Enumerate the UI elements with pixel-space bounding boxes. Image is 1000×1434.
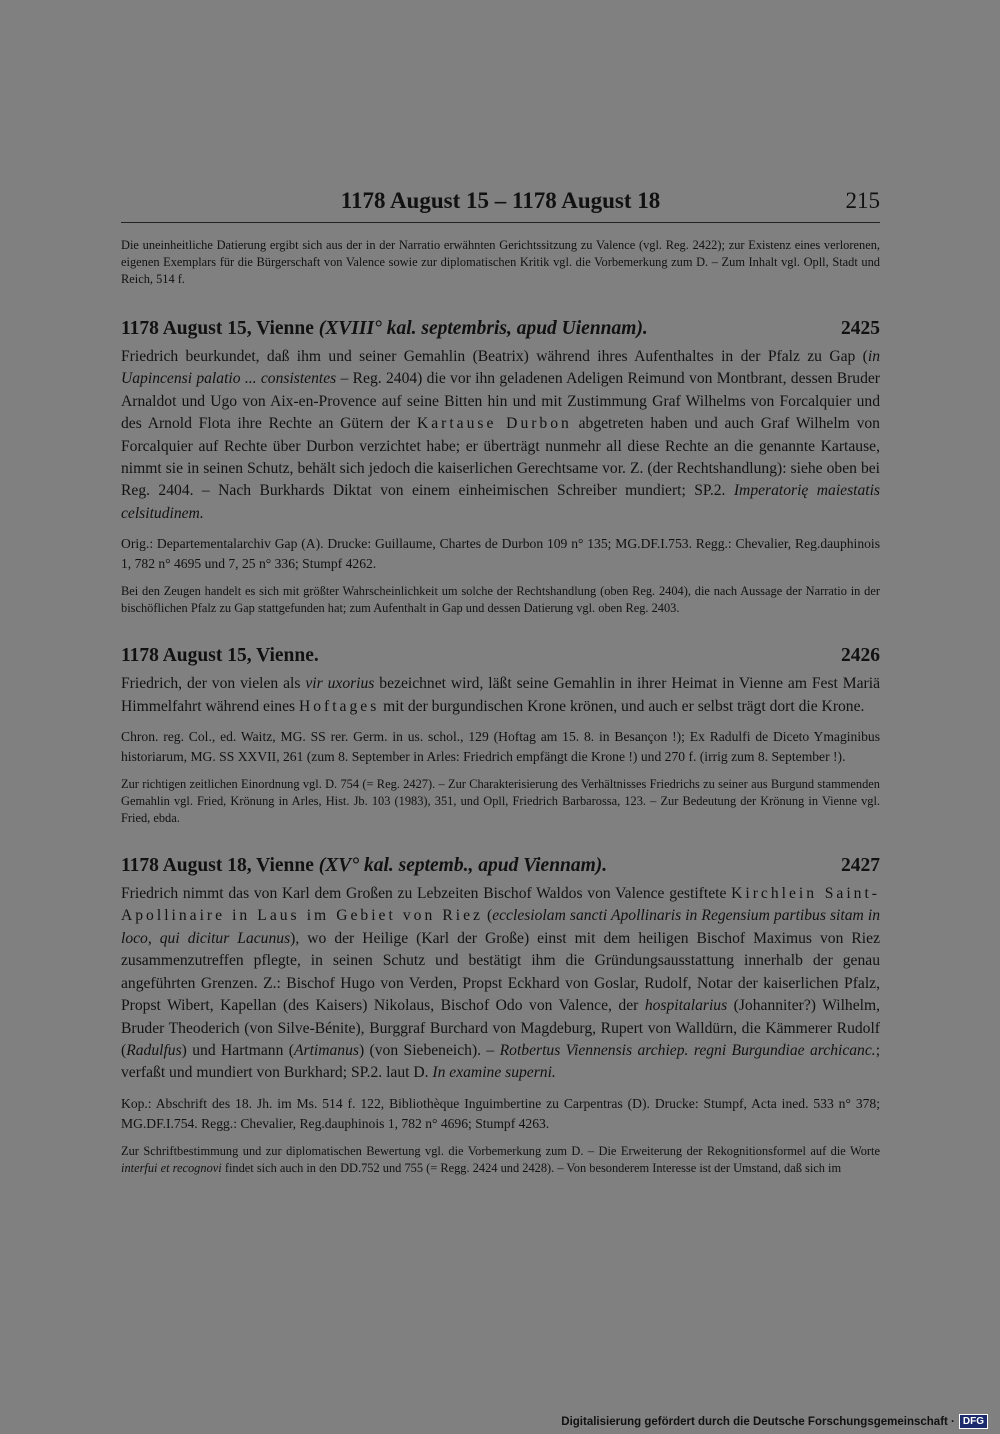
entry-number: 2425 bbox=[841, 318, 880, 339]
text-run: ), wo der Heilige (Karl der Große) einst mit dem heiligen Bischof Maximus von Riez zusammenzutreffen pflegte, in seinen Schutz und bestätigt ihm die Gründungsausstattung innerhalb der genau angeführten Grenzen. Z.: Bischof Hugo von Verden, Propst Eckhard von Goslar, Rudolf, Notar der kaiserlichen Pfalz, Propst Wibert, Kapellan (des Kaisers) Nikolaus, Bischof Odo von Valence, der bbox=[121, 929, 880, 1015]
italic-run: vir uxorius bbox=[305, 675, 375, 693]
entry-note: Bei den Zeugen handelt es sich mit größter Wahrscheinlichkeit um solche der Rechtshandlung (oben Reg. 2404), die nach Aussage der Narratio in der bischöflichen Pfalz zu Gap stattgefunden hat; zum Aufenthalt in Gap und dessen Datierung vgl. oben Reg. 2403. bbox=[121, 584, 880, 616]
entry-number: 2427 bbox=[841, 855, 880, 877]
text-run: Zur Schriftbestimmung und zur diplomatischen Bewertung vgl. die Vorbemerkung zum D. – Die Erweiterung der Rekognitionsformel auf die Worte bbox=[121, 1143, 880, 1158]
italic-run: in Uapincensi palatio ... consistentes bbox=[121, 348, 880, 388]
italic-run: interfui et recognovi bbox=[121, 1160, 222, 1175]
entry-heading bbox=[121, 645, 880, 667]
text-run: Friedrich nimmt das von Karl dem Großen zu Lebzeiten Bischof Waldos von Valence gestiftete bbox=[121, 885, 732, 903]
text-run: Friedrich beurkundet, daß ihm und seiner Gemahlin (Beatrix) während ihres Aufenthaltes in der Pfalz zu Gap ( bbox=[121, 348, 868, 365]
entry-body bbox=[121, 883, 880, 1085]
text-run: abgetreten haben und auch Graf Wilhelm von Forcalquier auf Rechte über Durbon verzichtet habe; er überträgt nunmehr all diese Rechte an die genannte Kartause, nimmt sie in seinen Schutz, behält sich jedoch die kaiserlichen Gerechtsame vor. Z. (der Rechtshandlung): siehe oben bei Reg. 2404. – Nach Burkhards Diktat von einem einheimischen Schreiber mundiert; SP.2. bbox=[121, 415, 880, 500]
text-run: – Reg. 2404) die vor ihn geladenen Adeligen Reimund von Montbrant, dessen Bruder Arnaldot und Ugo von Aix-en-Provence auf seine Bitten hin und mit Zustimmung Graf Wilhelms von Forcalquier und des Arnold Flota ihre Rechte an Gütern der bbox=[121, 370, 880, 433]
text-run: mit der burgundischen Krone krönen, und auch er selbst trägt dort die Krone. bbox=[379, 697, 865, 715]
spaced-name-run: Kartause Durbon bbox=[416, 415, 572, 433]
text-run: (Johanniter?) Wilhelm, Bruder Theoderich (von Silve-Bénite), Burggraf Burchard von Magdeburg, Rupert von Walldürn, die Kämmerer Rudolf ( bbox=[121, 997, 880, 1059]
text-run: bezeichnet wird, läßt seine Gemahlin in ihrer Heimat in Vienne am Fest Mariä Himmelfahrt während eines bbox=[121, 675, 881, 715]
footer-text: Digitalisierung gefördert durch die Deutsche Forschungsgemeinschaft · bbox=[561, 1415, 955, 1428]
entry-note: Zur richtigen zeitlichen Einordnung vgl. D. 754 (= Reg. 2427). – Zur Charakterisierung des Verhältnisses Friedrichs zu seiner aus Burgund stammenden Gemahlin vgl. Fried, Krönung in Arles, Hist. Jb. 103 (1983), 351, und Opll, Friedrich Barbarossa, 123. – Zur Bedeutung der Krönung in Vienne vgl. Fried, ebda. bbox=[121, 777, 880, 826]
header-title: 1178 August 15 – 1178 August 18 bbox=[340, 188, 661, 213]
entry-body bbox=[121, 673, 880, 718]
text-run: ( bbox=[482, 907, 493, 925]
document-page bbox=[121, 188, 880, 1177]
spaced-name-run: Kirchlein Saint-Apollinaire in Laus im Gebiet von Riez bbox=[121, 885, 880, 925]
entry-number: 2426 bbox=[841, 645, 880, 667]
text-run: findet sich auch in den DD.752 und 755 (= Regg. 2424 und 2428). – Von besonderem Interesse ist der Umstand, daß sich im bbox=[221, 1160, 842, 1175]
running-header bbox=[121, 188, 880, 223]
entry-date: 1178 August 18, Vienne bbox=[121, 855, 319, 877]
italic-run: Radulfus bbox=[126, 1041, 182, 1059]
entry-sources: Orig.: Departementalarchiv Gap (A). Drucke: Guillaume, Chartes de Durbon 109 n° 135; MG.DF.I.753. Regg.: Chevalier, Reg.dauphinois 1, 782 n° 4695 und 7, 25 n° 336; Stumpf 4262. bbox=[121, 536, 880, 572]
entry-sources: Kop.: Abschrift des 18. Jh. im Ms. 514 f. 122, Bibliothèque Inguimbertine zu Carpentras (D). Drucke: Stumpf, Acta ined. 533 n° 378; MG.DF.I.754. Regg.: Chevalier, Reg.dauphinois 1, 782 n° 4696; Stumpf 4263. bbox=[121, 1095, 880, 1131]
entry-note bbox=[121, 1143, 880, 1177]
italic-run: In examine superni. bbox=[432, 1064, 556, 1082]
italic-run: ecclesiolam sancti Apollinaris in Regensium partibus sitam in loco, qui dicitur Lacunus bbox=[121, 907, 880, 947]
page-number: 215 bbox=[845, 188, 880, 213]
text-run: ) (von Siebeneich). – bbox=[358, 1041, 500, 1059]
italic-run: Rotbertus Viennensis archiep. regni Burgundiae archicanc. bbox=[499, 1041, 876, 1059]
entry-date-latin: (XVIII° kal. septembris, apud Uiennam). bbox=[318, 318, 648, 339]
entry-date: 1178 August 15, Vienne bbox=[121, 318, 319, 339]
text-run: ) und Hartmann ( bbox=[181, 1041, 294, 1059]
dfg-footer bbox=[561, 1414, 988, 1429]
entry-date-latin: (XV° kal. septemb., apud Viennam). bbox=[318, 855, 608, 877]
entry-2425 bbox=[121, 318, 880, 617]
italic-run: hospitalarius bbox=[644, 997, 728, 1015]
text-run: Friedrich, der von vielen als bbox=[121, 675, 306, 693]
entry-2426 bbox=[121, 645, 880, 827]
entry-body bbox=[121, 346, 880, 525]
italic-run: Artimanus bbox=[293, 1041, 359, 1059]
intro-note: Die uneinheitliche Datierung ergibt sich aus der in der Narratio erwähnten Gerichtssitzung zu Valence (vgl. Reg. 2422); zur Existenz eines verlorenen, eigenen Exemplars für die Bürgerschaft von Valence sowie zur diplomatischen Kritik vgl. die Vorbemerkung zum D. – Zum Inhalt vgl. Opll, Stadt und Reich, 514 f. bbox=[121, 238, 880, 286]
entry-sources: Chron. reg. Col., ed. Waitz, MG. SS rer. Germ. in us. schol., 129 (Hoftag am 15. 8. in Besançon !); Ex Radulfi de Diceto Ymaginibus historiarum, MG. SS XXVII, 261 (zum 8. September in Arles: Friedrich empfängt die Krone !) und 270 f. (irrig zum 8. September !). bbox=[121, 729, 880, 765]
text-run: ; verfaßt und mundiert von Burkhard; SP.2. laut D. bbox=[121, 1041, 881, 1082]
entry-date: 1178 August 15, Vienne. bbox=[121, 645, 319, 667]
entry-heading bbox=[121, 318, 880, 340]
entry-heading bbox=[121, 855, 880, 877]
entry-2427 bbox=[121, 855, 880, 1177]
italic-run: Imperatorię maiestatis celsitudinem. bbox=[121, 482, 881, 522]
dfg-logo: DFG bbox=[959, 1414, 988, 1429]
spaced-name-run: Hoftages bbox=[298, 697, 380, 715]
